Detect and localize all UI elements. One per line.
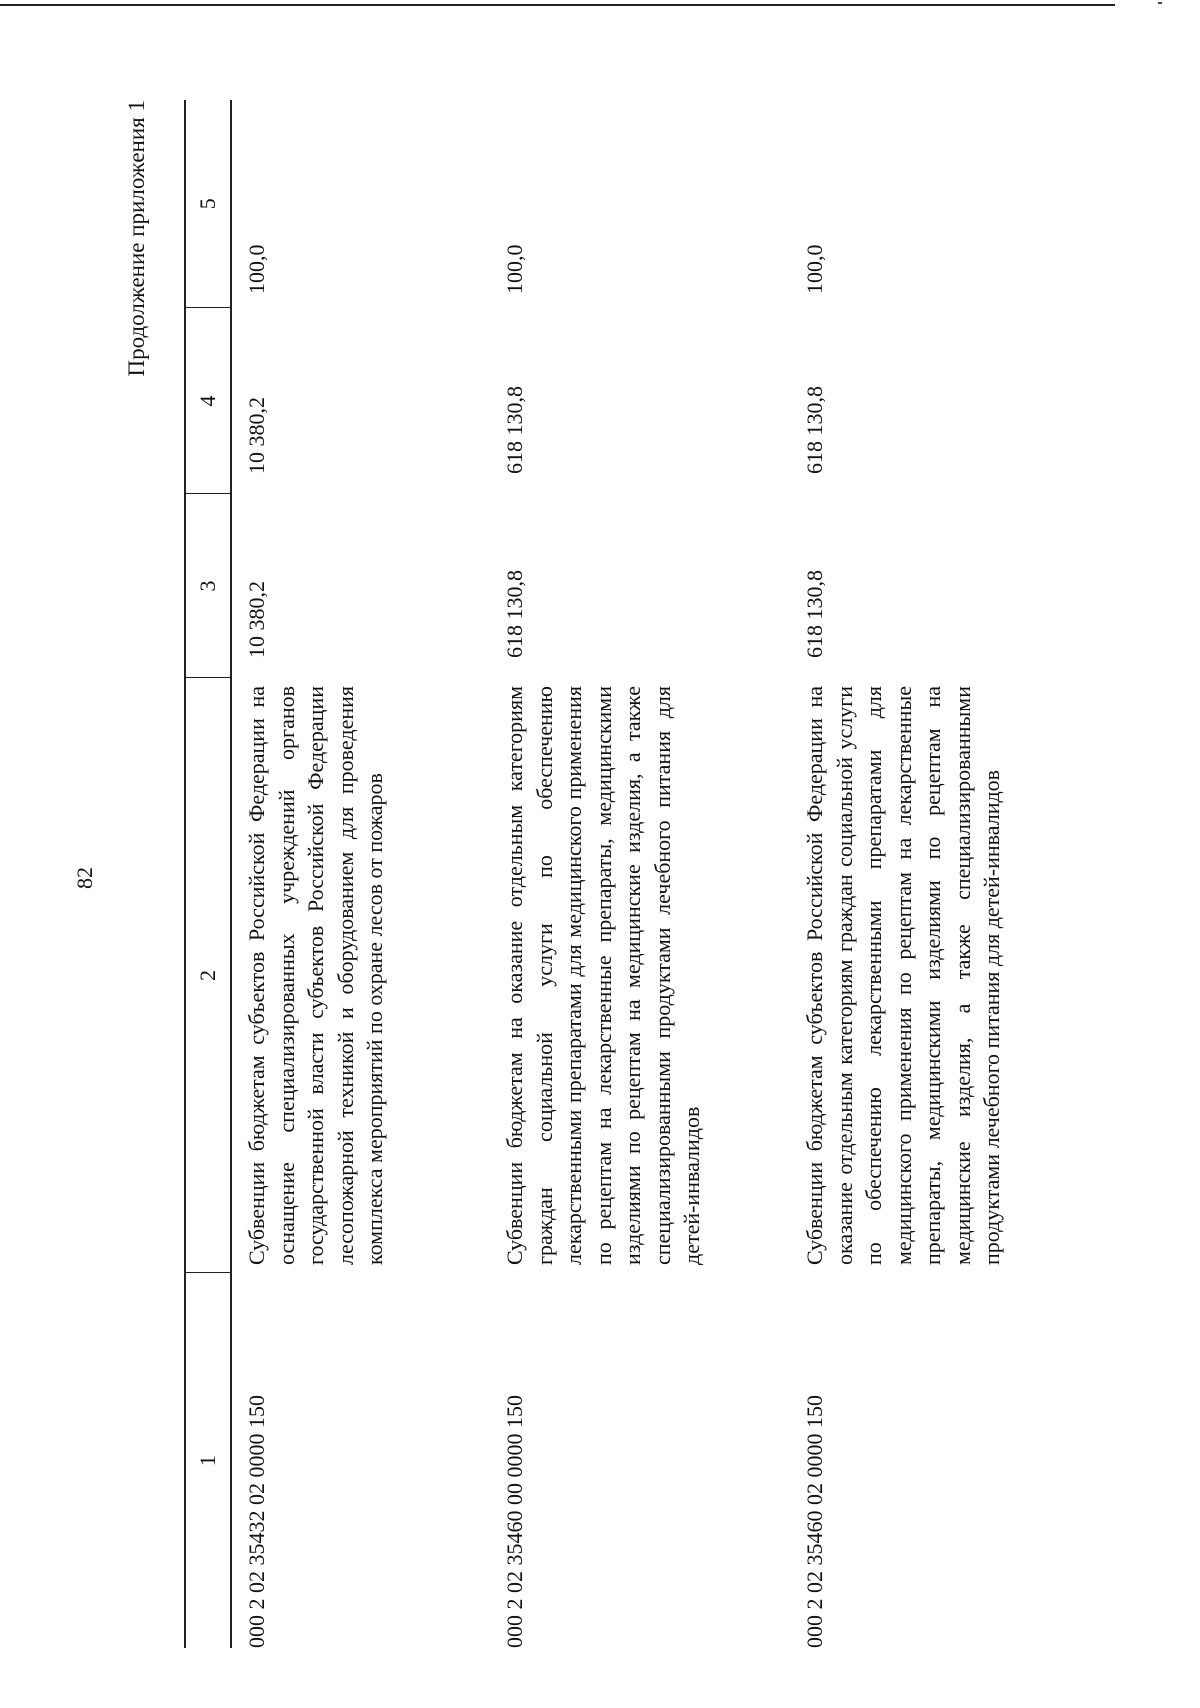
row-col5-value: 100,0 (244, 244, 269, 294)
continuation-label: Продолжение приложения 1 (124, 100, 149, 377)
row-col5-value: 100,0 (502, 244, 527, 294)
page-number: 82 (72, 867, 97, 889)
column-header-1: 1 (185, 1273, 231, 1648)
table-row (790, 100, 1050, 1648)
column-header-5: 5 (185, 100, 231, 308)
row-col3-value: 618 130,8 (802, 570, 827, 658)
row-col3-value: 618 130,8 (502, 570, 527, 658)
row-col5-value: 100,0 (802, 244, 827, 294)
column-header-2: 2 (185, 678, 231, 1273)
row-col3-value: 10 380,2 (244, 581, 269, 658)
table-row (231, 100, 490, 1648)
column-header-3: 3 (185, 494, 231, 678)
row-col4-value: 618 130,8 (502, 386, 527, 474)
table-row (490, 100, 790, 1648)
table-header-row (185, 100, 231, 1648)
row-name: Субвенции бюджетам субъектов Российской Федерации на оснащение специализированных учреждений органов государственной власти субъектов Российской Федерации лесопожарной техникой и оборудованием для проведения комплекса мероприятий по охране лесов от пожаров (244, 686, 387, 1265)
row-code: 000 2 02 35460 00 0000 150 (502, 1395, 527, 1648)
row-code: 000 2 02 35432 02 0000 150 (244, 1395, 269, 1648)
row-code: 000 2 02 35460 02 0000 150 (802, 1395, 827, 1648)
row-col4-value: 618 130,8 (802, 386, 827, 474)
budget-table (184, 100, 1050, 1648)
row-col4-value: 10 380,2 (244, 397, 269, 474)
column-header-4: 4 (185, 308, 231, 494)
row-name: Субвенции бюджетам субъектов Российской Федерации на оказание отдельным категориям граждан социальной услуги по обеспечению лекарственными препаратами для медицинского применения по рецептам на лекарственные препараты, медицинскими изделиями по рецептам на медицинские изделия, а также специализированными продуктами лечебного питания для детей-инвалидов (802, 686, 1004, 1265)
row-name: Субвенции бюджетам на оказание отдельным категориям граждан социальной услуги по обеспечению лекарственными препаратами для медицинского применения по рецептам на лекарственные препараты, медицинскими изделиями по рецептам на медицинские изделия, а также специализированными продуктами лечебного питания для детей-инвалидов (502, 686, 704, 1265)
